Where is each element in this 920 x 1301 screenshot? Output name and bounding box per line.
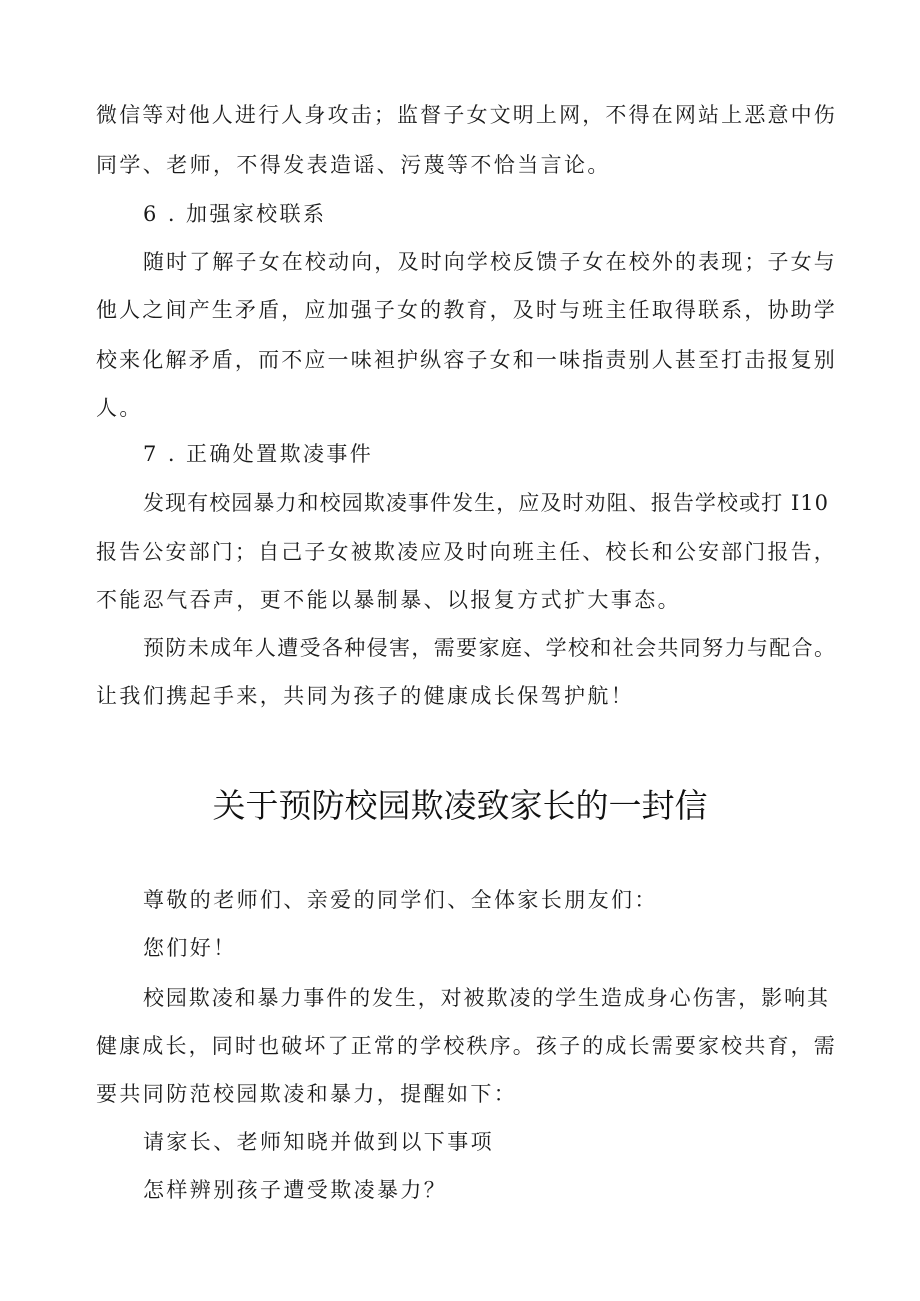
paragraph-line: 随时了解子女在校动向，及时向学校反馈子女在校外的表现；子女与: [143, 250, 836, 274]
paragraph-line: 微信等对他人进行人身攻击；监督子女文明上网，不得在网站上恶意中伤: [96, 103, 836, 127]
paragraph-line: 让我们携起手来，共同为孩子的健康成长保驾护航！: [96, 684, 635, 708]
paragraph-line: 校园欺凌和暴力事件的发生，对被欺凌的学生造成身心伤害，影响其: [143, 986, 829, 1010]
paragraph-line: 校来化解矛盾，而不应一味袒护纵容子女和一味指责别人甚至打击报复别: [96, 348, 836, 372]
item-line: 请家长、老师知晓并做到以下事项: [143, 1130, 494, 1154]
section-heading-6: 6 . 加强家校联系: [143, 202, 327, 226]
paragraph-line: 预防未成年人遭受各种侵害，需要家庭、学校和社会共同努力与配合。: [143, 636, 836, 660]
paragraph-line: 人。: [96, 396, 143, 420]
item-line: 怎样辨别孩子遭受欺凌暴力？: [143, 1178, 448, 1202]
salutation: 尊敬的老师们、亲爱的同学们、全体家长朋友们：: [143, 888, 658, 912]
paragraph-line: 报告公安部门；自己子女被欺凌应及时向班主任、校长和公安部门报告，: [96, 540, 836, 564]
paragraph-line: 健康成长，同时也破坏了正常的学校秩序。孩子的成长需要家校共育，需: [96, 1034, 836, 1058]
section-heading-7: 7 . 正确处置欺凌事件: [143, 442, 374, 466]
paragraph-line: 发现有校园暴力和校园欺凌事件发生，应及时劝阻、报告学校或打 I10: [143, 491, 829, 515]
paragraph-line: 他人之间产生矛盾，应加强子女的教育，及时与班主任取得联系，协助学: [96, 298, 836, 322]
paragraph-line: 要共同防范校园欺凌和暴力，提醒如下：: [96, 1082, 518, 1106]
letter-title: 关于预防校园欺凌致家长的一封信: [212, 786, 708, 825]
greeting: 您们好！: [143, 936, 237, 960]
paragraph-line: 不能忍气吞声，更不能以暴制暴、以报复方式扩大事态。: [96, 588, 681, 612]
paragraph-line: 同学、老师，不得发表造谣、污蔑等不恰当言论。: [96, 153, 611, 177]
